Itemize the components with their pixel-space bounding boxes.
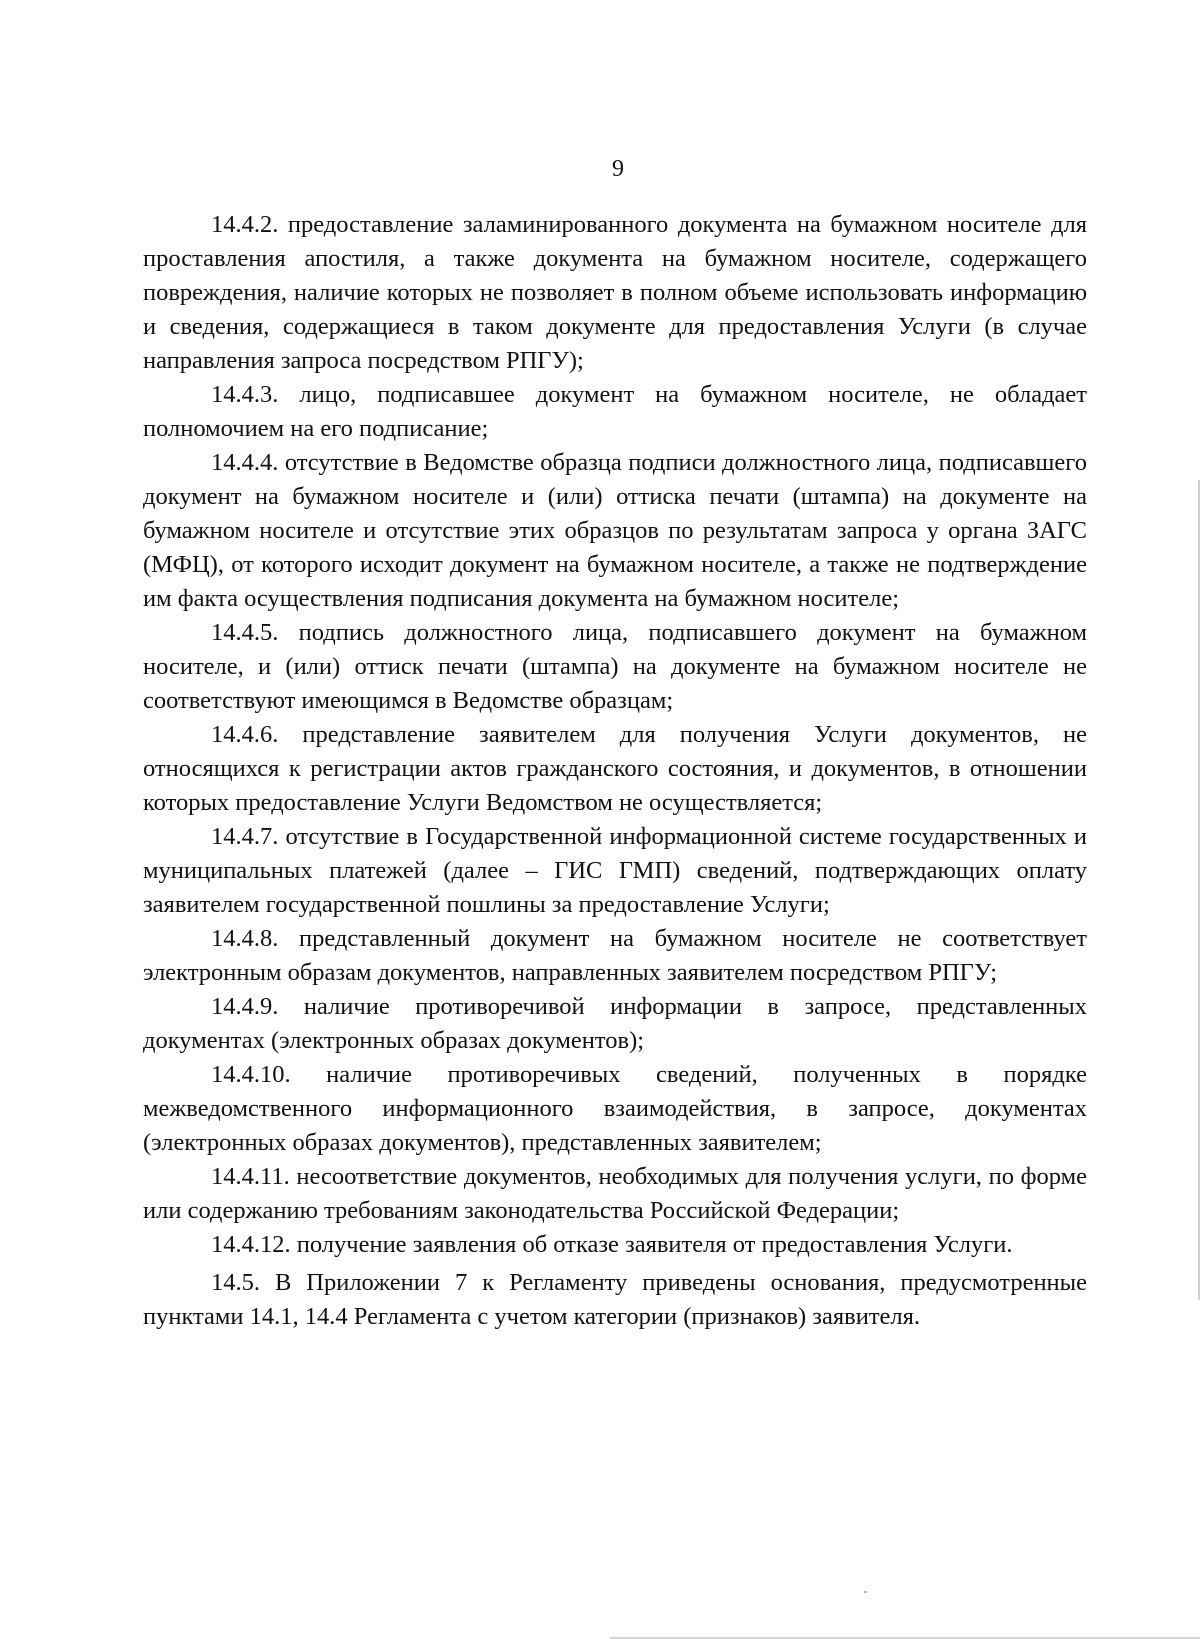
paragraph-14-4-8: 14.4.8. представленный документ на бумажном носителе не соответствует электронным образам документов, направленных заявителем посредством РПГУ; [143,925,1087,986]
document-body [143,208,1087,1334]
paragraph-14-4-5: 14.4.5. подпись должностного лица, подписавшего документ на бумажном носителе, и (или) оттиск печати (штампа) на документе на бумажном носителе не соответствуют имеющимся в Ведомстве образцам; [143,619,1087,714]
paragraph-14-4-3: 14.4.3. лицо, подписавшее документ на бумажном носителе, не обладает полномочием на его подписание; [143,381,1087,442]
paragraph-14-4-6: 14.4.6. представление заявителем для получения Услуги документов, не относящихся к регистрации актов гражданского состояния, и документов, в отношении которых предоставление Услуги Ведомством не осуществляется; [143,721,1087,816]
paragraph-14-4-9: 14.4.9. наличие противоречивой информации в запросе, представленных документах (электронных образах документов); [143,993,1087,1054]
scan-speck [864,1591,867,1593]
paragraph-14-4-4: 14.4.4. отсутствие в Ведомстве образца подписи должностного лица, подписавшего документ на бумажном носителе и (или) оттиска печати (штампа) на документе на бумажном носителе и отсутствие этих образцов по результатам запроса у органа ЗАГС (МФЦ), от которого исходит документ на бумажном носителе, а также не подтверждение им факта осуществления подписания документа на бумажном носителе; [143,449,1087,612]
paragraph-14-4-11: 14.4.11. несоответствие документов, необходимых для получения услуги, по форме или содержанию требованиям законодательства Российской Федерации; [143,1163,1087,1224]
paragraph-14-5: 14.5. В Приложении 7 к Регламенту приведены основания, предусмотренные пунктами 14.1, 14.4 Регламента с учетом категории (признаков) заявителя. [143,1269,1087,1330]
paragraph-14-4-10: 14.4.10. наличие противоречивых сведений, полученных в порядке межведомственного информационного взаимодействия, в запросе, документах (электронных образах документов), представленных заявителем; [143,1061,1087,1156]
paragraph-14-4-7: 14.4.7. отсутствие в Государственной информационной системе государственных и муниципальных платежей (далее – ГИС ГМП) сведений, подтверждающих оплату заявителем государственной пошлины за предоставление Услуги; [143,823,1087,918]
paragraph-14-4-2: 14.4.2. предоставление заламинированного документа на бумажном носителе для проставления апостиля, а также документа на бумажном носителе, содержащего повреждения, наличие которых не позволяет в полном объеме использовать информацию и сведения, содержащиеся в таком документе для предоставления Услуги (в случае направления запроса посредством РПГУ); [143,211,1087,374]
paragraph-14-4-12: 14.4.12. получение заявления об отказе заявителя от предоставления Услуги. [211,1231,1013,1258]
page-number: 9 [612,156,624,182]
